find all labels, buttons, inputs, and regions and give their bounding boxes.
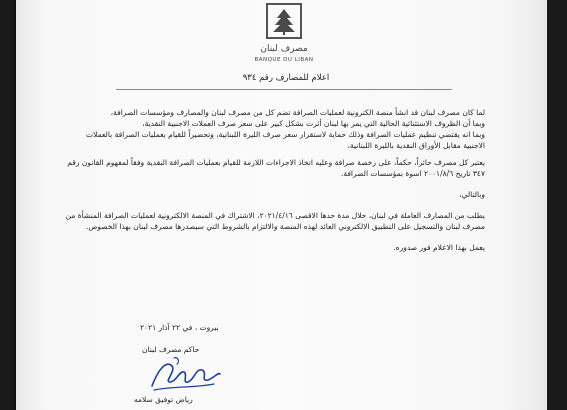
paragraph-4: يعتبر كل مصرف حائزاً، حكماً، على رخصة صرافة وعليه اتخاذ الاجراءات اللازمة للقيام بعمليات الصرافة النقدية وفقاً لمفهوم القانون رقم ٣٤٧ تاريخ ٢٠٠١/٨/٦ اسوة بمؤسسات الصرافة. bbox=[67, 158, 485, 178]
paragraph-1: لما كان مصرف لبنان قد انشأ منصة الكترونية لعمليات الصرافة تضم كل من مصرف لبنان والمصارف ومؤسسات الصرافة، bbox=[110, 108, 485, 117]
header-divider bbox=[116, 89, 452, 90]
bank-name-english: BANQUE DU LIBAN bbox=[254, 57, 314, 63]
paragraph-6: يطلب من المصارف العاملة في لبنان، خلال مدة حدها الاقصى ٢٠٢١/٤/١٦، الاشتراك في المنصة الالكترونية لعمليات الصرافة المنشأة من مصرف لبنان والتسجيل على التطبيق الالكتروني العائد لهذه المنصة والالتزام بالشروط التي سيصدرها مصرف لبنان بهذا الخصوص. bbox=[65, 211, 485, 231]
photo-edge-left bbox=[0, 0, 14, 410]
document-subject: اعلام للمصارف رقم ٩٣٤ bbox=[242, 73, 330, 83]
place-date: بيروت ، في ٢٢ آذار ٢٠٢١ bbox=[140, 323, 219, 332]
handwritten-signature bbox=[144, 352, 224, 394]
cedar-logo-icon bbox=[266, 3, 302, 39]
paragraph-3: وبما انه يقتضي تنظيم عمليات الصرافة وذلك حماية لاستقرار سعر صرف الليرة اللبنانية، وتحضيراً للقيام بعمليات الصرافة بالعملات الاجنبية مقابل الأوراق النقدية بالليرة اللبنانية، bbox=[86, 130, 485, 150]
governor-name: رياض توفيق سلامه bbox=[134, 395, 193, 404]
paragraph-7: يعمل بهذا الاعلام فور صدوره. bbox=[393, 243, 485, 252]
bank-name-arabic: مصرف لبنان bbox=[260, 44, 308, 54]
governor-title: حاكم مصرف لبنان bbox=[142, 345, 200, 354]
document-body bbox=[65, 107, 485, 253]
document-page bbox=[16, 0, 547, 410]
paragraph-5: وبالتالي، bbox=[459, 190, 485, 199]
photo-edge-right bbox=[547, 0, 567, 410]
paragraph-2: وبما أن الظروف الاستثنائية الحالية التي يمر بها لبنان أثرت بشكل كبير على سعر صرف العملات الاجنبية النقدية، bbox=[142, 119, 485, 128]
